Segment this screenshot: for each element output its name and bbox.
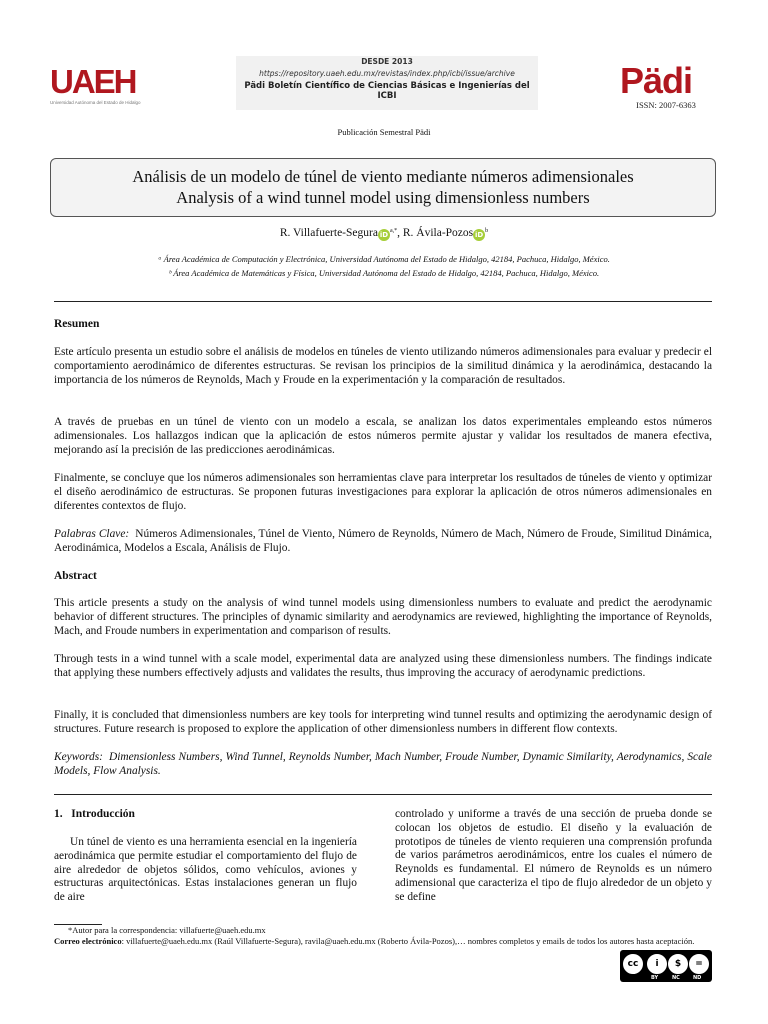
- journal-banner: [236, 56, 538, 110]
- author-list: [0, 227, 768, 241]
- email-list: : villafuerte@uaeh.edu.mx (Raúl Villafuerte-Segura), ravila@uaeh.edu.mx (Roberto Ávila-Pozos),… nombres completos y emails de todos los autores hasta aceptación.: [121, 936, 695, 946]
- email-label: Correo electrónico: [54, 936, 122, 946]
- intro-left-column: Un túnel de viento es una herramienta esencial en la ingeniería aerodinámica que permite estudiar el comportamiento del flujo de aire alrededor de objetos sólidos, como vehículos, aviones y estructuras arquitectónicas. Estas instalaciones generan un flujo de aire: [54, 836, 357, 904]
- publication-type: Publicación Semestral Pädi: [337, 127, 431, 137]
- abstract-paragraph: This article presents a study on the analysis of wind tunnel models using dimensionless numbers to evaluate and predict the aerodynamic behavior of different structures. The principles of dynamic similarity and aerodynamics are reviewed, highlighting the importance of Reynolds, Mach, and Froude numbers in experimentation and comparison of results.: [54, 597, 712, 637]
- author-name: R. Villafuerte-Segura: [279, 227, 378, 239]
- abstract-heading: Abstract: [54, 570, 97, 582]
- title-english: Analysis of a wind tunnel model using dimensionless numbers: [176, 188, 590, 207]
- cc-icon: cc: [622, 953, 644, 975]
- keywords-text: Números Adimensionales, Túnel de Viento, Número de Reynolds, Número de Mach, Número de Froude, Similitud Dinámica, Aerodinámica, Modelos a Escala, Análisis de Flujo.: [54, 528, 713, 554]
- keywords-text: Dimensionless Numbers, Wind Tunnel, Reynolds Number, Mach Number, Froude Number, Dynamic Similarity, Aerodynamics, Scale Models, Flow Analysis.: [54, 751, 712, 777]
- intro-heading: 1. Introducción: [54, 808, 135, 820]
- noncommercial-icon: $: [667, 953, 689, 975]
- resumen-keywords: [54, 528, 712, 556]
- author-name: R. Ávila-Pozos: [402, 227, 474, 239]
- abstract-paragraph: Finally, it is concluded that dimensionless numbers are key tools for interpreting wind tunnel results and optimizing the aerodynamic design of structures. Future research is proposed to explore the application of other dimensionless numbers in different flow contexts.: [54, 709, 712, 735]
- affiliation-a: ᵃ Área Académica de Computación y Electrónica, Universidad Autónoma del Estado de Hidalgo, 42184, Pachuca, Hidalgo, México.: [158, 254, 610, 264]
- banner-journal-name: Pädi Boletín Científico de Ciencias Básicas e Ingenierías del ICBI: [244, 81, 530, 101]
- creative-commons-license-badge[interactable]: [620, 950, 712, 982]
- abstract-keywords: [54, 751, 712, 779]
- affiliation-b: ᵇ Área Académica de Matemáticas y Física, Universidad Autónoma del Estado de Hidalgo, 42184, Pachuca, Hidalgo, México.: [168, 268, 600, 278]
- author-affiliation-marker: a,*: [389, 228, 398, 234]
- resumen-paragraph: Finalmente, se concluye que los números adimensionales son herramientas clave para interpretar los resultados de túneles de viento y optimizar el diseño aerodinámico de estructuras. Se proponen futuras investigaciones para explorar la aplicación de otros números adimensionales en diferentes contextos de flujo.: [54, 472, 712, 512]
- divider: [54, 301, 712, 302]
- author-separator: ,: [397, 227, 403, 239]
- divider: [54, 794, 712, 795]
- intro-right-column: controlado y uniforme a través de una sección de prueba donde se colocan los objetos de estudio. El diseño y la evaluación de prototipos de túneles de viento requieren una comprensión profunda de varios parámetros aerodinámicos, entre los cuales el número de Reynolds es fundamental. El número de Reynolds es un número adimensional que caracteriza el tipo de flujo alrededor de un objeto y se define: [395, 808, 712, 903]
- title-box: [50, 158, 716, 217]
- padi-logo-text: Pädi: [620, 60, 693, 101]
- license-nd-label: ND: [693, 975, 702, 981]
- corresponding-author-note: *Autor para la correspondencia: villafuerte@uaeh.edu.mx: [68, 925, 266, 935]
- issn-number: ISSN: 2007-6363: [636, 100, 696, 110]
- abstract-paragraph: Through tests in a wind tunnel with a scale model, experimental data are analyzed using these dimensionless numbers. The findings indicate that applying these numbers effectively adjusts and validates the results, thus improving the accuracy of aerodynamic predictions.: [54, 653, 712, 679]
- license-nc-label: NC: [672, 975, 680, 981]
- orcid-icon[interactable]: iD: [379, 231, 389, 239]
- noderivatives-icon: =: [688, 953, 710, 975]
- uaeh-logo-text: UAEH: [50, 63, 136, 100]
- resumen-paragraph: A través de pruebas en un túnel de viento con un modelo a escala, se analizan los datos experimentales empleando estos números adimensionales. Los hallazgos indican que la aplicación de estos números permite ajustar y validar los resultados de manera efectiva, mejorando así la precisión de las predicciones aerodinámicas.: [54, 416, 712, 456]
- uaeh-logo: [50, 64, 158, 110]
- orcid-icon[interactable]: iD: [475, 231, 484, 239]
- keywords-label: Palabras Clave:: [54, 528, 130, 540]
- banner-since: DESDE 2013: [361, 57, 413, 66]
- author-affiliation-marker: b: [485, 228, 489, 234]
- uaeh-logo-subtitle: Universidad Autónoma del Estado de Hidalgo: [50, 100, 141, 105]
- attribution-icon: i: [646, 953, 668, 975]
- resumen-heading: Resumen: [54, 318, 100, 330]
- license-by-label: BY: [651, 975, 659, 981]
- resumen-paragraph: Este artículo presenta un estudio sobre el análisis de modelos en túneles de viento utilizando números adimensionales para evaluar y predecir el comportamiento aerodinámico de diferentes estructuras. Se revisan los principios de la similitud dinámica y la aerodinámica, destacando la importancia de los números de Reynolds, Mach y Froude en la experimentación y la comparación de resultados.: [54, 346, 712, 386]
- banner-url[interactable]: https://repository.uaeh.edu.mx/revistas/index.php/icbi/issue/archive: [259, 69, 515, 78]
- keywords-label: Keywords:: [54, 751, 103, 763]
- author-emails-note: [54, 936, 712, 947]
- title-spanish: Análisis de un modelo de túnel de viento mediante números adimensionales: [132, 167, 634, 186]
- padi-logo: [620, 62, 712, 114]
